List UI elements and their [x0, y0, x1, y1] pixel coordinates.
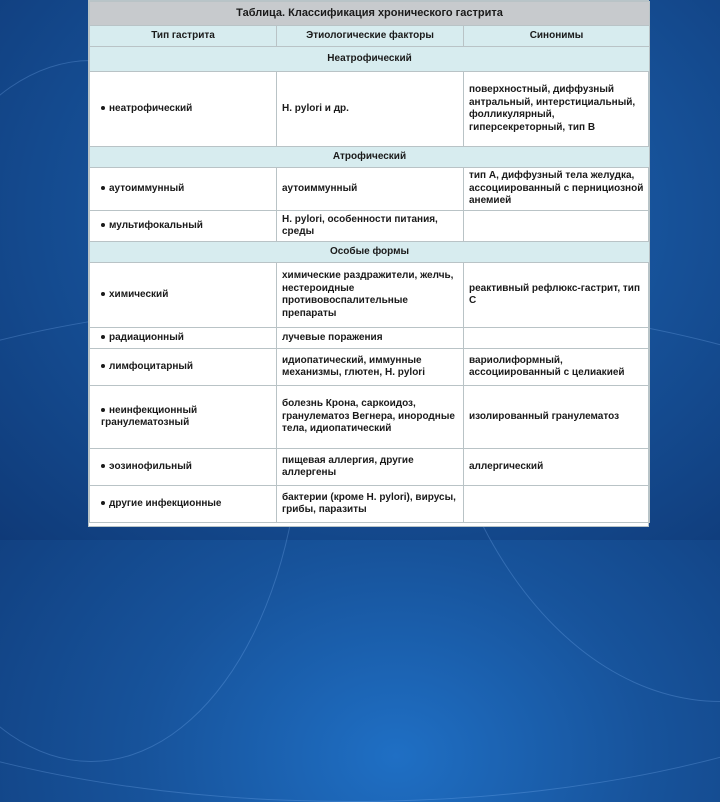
column-header-type: Тип гастрита: [90, 26, 277, 47]
section-header: Атрофический: [90, 147, 650, 168]
column-header-factors: Этиологические факторы: [277, 26, 464, 47]
synonyms: вариолиформный, ассоциированный с целиакией: [464, 349, 650, 386]
gastritis-type: химический: [109, 288, 169, 300]
gastritis-type: неатрофический: [109, 102, 193, 114]
table-row: [90, 328, 650, 349]
bullet-icon: [101, 292, 105, 296]
gastritis-type: радиационный: [109, 331, 184, 343]
synonyms: [464, 328, 650, 349]
table-row: [90, 168, 650, 211]
section-header: Особые формы: [90, 242, 650, 263]
synonyms: изолированный гранулематоз: [464, 386, 650, 449]
synonyms: аллергический: [464, 449, 650, 486]
etiology-factors: пищевая аллергия, другие аллергены: [277, 449, 464, 486]
etiology-factors: лучевые поражения: [277, 328, 464, 349]
bullet-icon: [101, 501, 105, 505]
column-header-synonyms: Синонимы: [464, 26, 650, 47]
bullet-icon: [101, 464, 105, 468]
synonyms: реактивный рефлюкс-гастрит, тип С: [464, 263, 650, 328]
bullet-icon: [101, 364, 105, 368]
etiology-factors: аутоиммунный: [277, 168, 464, 211]
gastritis-type: мультифокальный: [109, 219, 203, 231]
table-row: [90, 72, 650, 147]
table-row: [90, 386, 650, 449]
table-row: [90, 349, 650, 386]
bullet-icon: [101, 223, 105, 227]
section-header: Неатрофический: [90, 47, 650, 72]
gastritis-type: лимфоцитарный: [109, 360, 194, 372]
bullet-icon: [101, 408, 105, 412]
gastritis-type: эозинофильный: [109, 460, 192, 472]
bullet-icon: [101, 186, 105, 190]
table-row: [90, 449, 650, 486]
gastritis-type: аутоиммунный: [109, 182, 185, 194]
etiology-factors: химические раздражители, желчь, нестероидные противовоспалительные препараты: [277, 263, 464, 328]
synonyms: тип А, диффузный тела желудка, ассоциированный с пернициозной анемией: [464, 168, 650, 211]
classification-table: [89, 1, 650, 523]
table-row: [90, 263, 650, 328]
synonyms: [464, 211, 650, 242]
etiology-factors: H. pylori, особенности питания, среды: [277, 211, 464, 242]
etiology-factors: H. pylori и др.: [277, 72, 464, 147]
gastritis-classification-sheet: [88, 0, 649, 527]
bullet-icon: [101, 335, 105, 339]
bullet-icon: [101, 106, 105, 110]
gastritis-type: другие инфекционные: [109, 497, 222, 509]
table-row: [90, 211, 650, 242]
synonyms: [464, 486, 650, 523]
table-caption: Таблица. Классификация хронического гастрита: [90, 2, 650, 26]
gastritis-type: неинфекционный гранулематозный: [101, 404, 198, 428]
table-row: [90, 486, 650, 523]
synonyms: поверхностный, диффузный антральный, интерстициальный, фолликулярный, гиперсекреторный, тип В: [464, 72, 650, 147]
etiology-factors: идиопатический, иммунные механизмы, глютен, H. pylori: [277, 349, 464, 386]
etiology-factors: бактерии (кроме H. pylori), вирусы, грибы, паразиты: [277, 486, 464, 523]
etiology-factors: болезнь Крона, саркоидоз, гранулематоз Вегнера, инородные тела, идиопатический: [277, 386, 464, 449]
